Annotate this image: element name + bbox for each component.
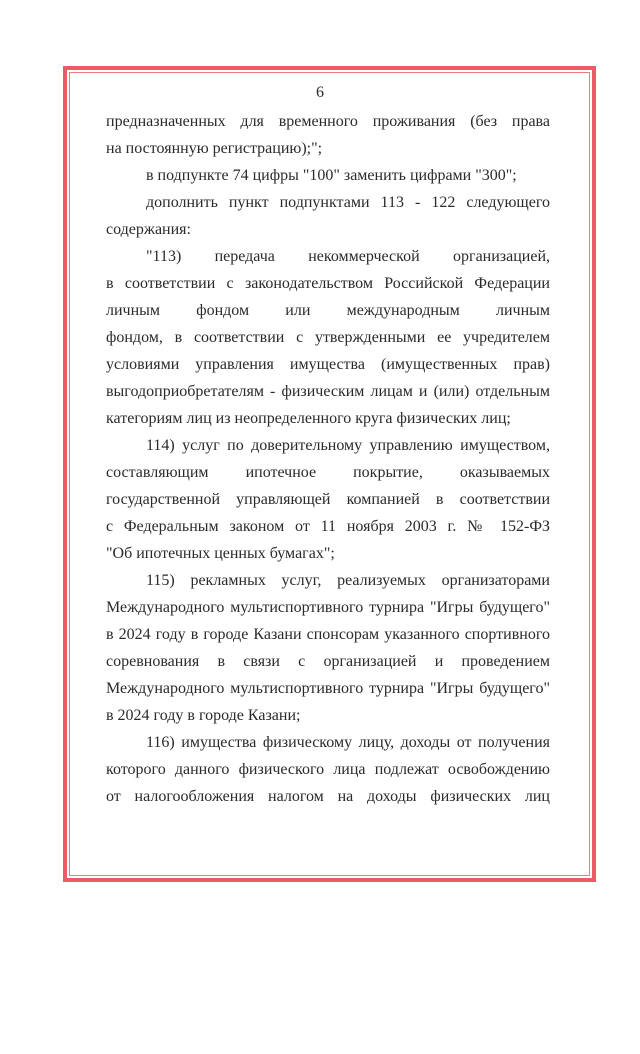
text-line: дополнить пункт подпунктами 113 - 122 следующего [146, 194, 550, 211]
text-line: предназначенных для временного проживания (без права [106, 113, 550, 130]
text-line: которого данного физического лица подлежат освобождению [106, 761, 550, 778]
text-line: на постоянную регистрацию);"; [106, 140, 323, 157]
text-line: с Федеральным законом от 11 ноября 2003 г. № 152-ФЗ [106, 518, 550, 535]
text-line: условиями управления имущества (имущественных прав) [106, 356, 550, 373]
text-line: соревнования в связи с организацией и проведением [106, 653, 550, 670]
text-line: в соответствии с законодательством Российской Федерации [106, 275, 550, 292]
text-line: составляющим ипотечное покрытие, оказываемых [106, 464, 550, 481]
text-line: в подпункте 74 цифры "100" заменить цифрами "300"; [146, 167, 517, 184]
text-line: личным фондом или международным личным [106, 302, 550, 319]
text-line: 115) рекламных услуг, реализуемых организаторами [146, 572, 550, 589]
text-line: "113) передача некоммерческой организацией, [146, 248, 550, 265]
document-body [106, 108, 550, 810]
text-line: категориям лиц из неопределенного круга физических лиц; [106, 410, 511, 427]
text-line: Международного мультиспортивного турнира "Игры будущего" [106, 599, 550, 616]
text-line: в 2024 году в городе Казани спонсорам указанного спортивного [106, 626, 550, 643]
text-line: содержания: [106, 221, 191, 238]
text-line: государственной управляющей компанией в соответствии [106, 491, 550, 508]
text-line: в 2024 году в городе Казани; [106, 707, 301, 724]
text-line: от налогообложения налогом на доходы физических лиц [106, 788, 550, 805]
text-line: Международного мультиспортивного турнира "Игры будущего" [106, 680, 550, 697]
text-line: выгодоприобретателям - физическим лицам и (или) отдельным [106, 383, 550, 400]
text-line: фондом, в соответствии с утвержденными ее учредителем [106, 329, 550, 346]
text-line: 114) услуг по доверительному управлению имуществом, [146, 437, 550, 454]
text-line: "Об ипотечных ценных бумагах"; [106, 545, 335, 562]
text-line: 116) имущества физическому лицу, доходы от получения [146, 734, 550, 751]
page-number: 6 [316, 84, 324, 101]
